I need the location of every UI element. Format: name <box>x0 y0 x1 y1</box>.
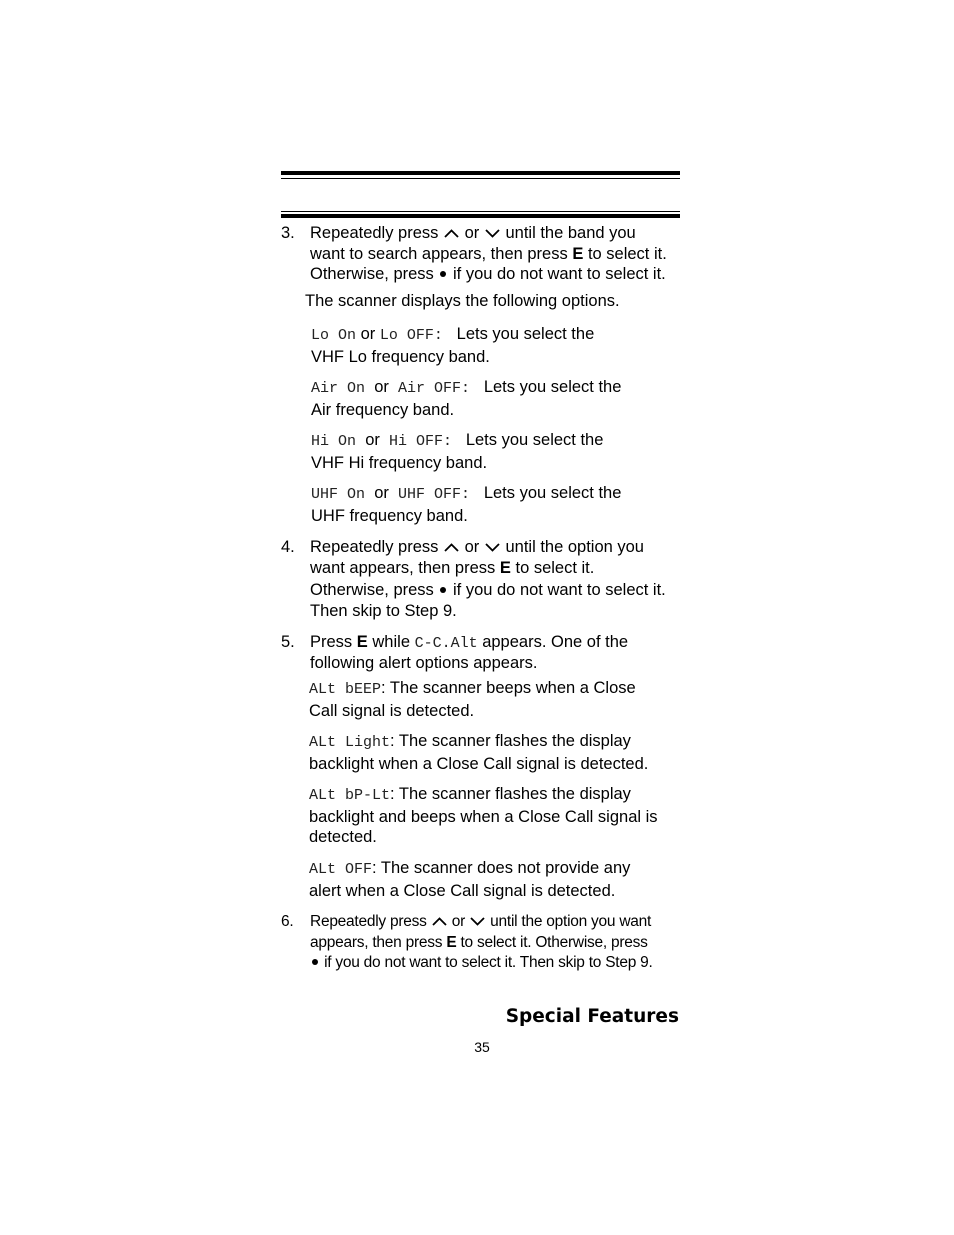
band-option-air: Air On or Air OFF: Lets you select the Air frequency band. <box>311 378 622 419</box>
step-3-note: The scanner displays the following options. <box>305 292 620 310</box>
up-arrow-icon <box>431 916 448 927</box>
key-e: E <box>572 244 584 263</box>
step-number: 5. <box>281 633 295 651</box>
period-key-icon <box>312 959 318 965</box>
step-number: 3. <box>281 224 295 242</box>
step-number: 4. <box>281 538 295 556</box>
up-arrow-icon <box>443 542 460 553</box>
down-arrow-icon <box>469 916 486 927</box>
band-option-uhf: UHF On or UHF OFF: Lets you select the UHF frequency band. <box>311 484 622 525</box>
alert-option-light: ALt Light: The scanner flashes the display backlight when a Close Call signal is detected. <box>309 732 649 773</box>
step-number: 6. <box>281 913 294 930</box>
alert-option-beep-light: ALt bP-Lt: The scanner flashes the display backlight and beeps when a Close Call signal is detected. <box>309 785 658 846</box>
up-arrow-icon <box>443 228 460 239</box>
section-title: Special Features <box>505 1006 679 1027</box>
display-text: C-C.Alt <box>414 635 478 652</box>
key-e: E <box>499 558 511 577</box>
alert-option-beep: ALt bEEP: The scanner beeps when a Close Call signal is detected. <box>309 679 636 720</box>
header-rule-thin-bottom <box>281 211 680 212</box>
down-arrow-icon <box>484 542 501 553</box>
key-e: E <box>356 633 368 651</box>
band-option-lo: Lo On or Lo OFF: Lets you select the VHF Lo frequency band. <box>311 325 595 366</box>
page-number: 35 <box>474 1039 490 1055</box>
alert-option-off: ALt OFF: The scanner does not provide any alert when a Close Call signal is detected. <box>309 859 631 900</box>
header-rule-thin-top <box>281 178 680 179</box>
header-rule-thick-top <box>281 171 680 175</box>
period-key-icon <box>440 271 446 277</box>
down-arrow-icon <box>484 228 501 239</box>
period-key-icon <box>440 587 446 593</box>
key-e: E <box>446 933 457 951</box>
header-rule-thick-bottom <box>281 214 680 218</box>
band-option-hi: Hi On or Hi OFF: Lets you select the VHF Hi frequency band. <box>311 431 604 472</box>
